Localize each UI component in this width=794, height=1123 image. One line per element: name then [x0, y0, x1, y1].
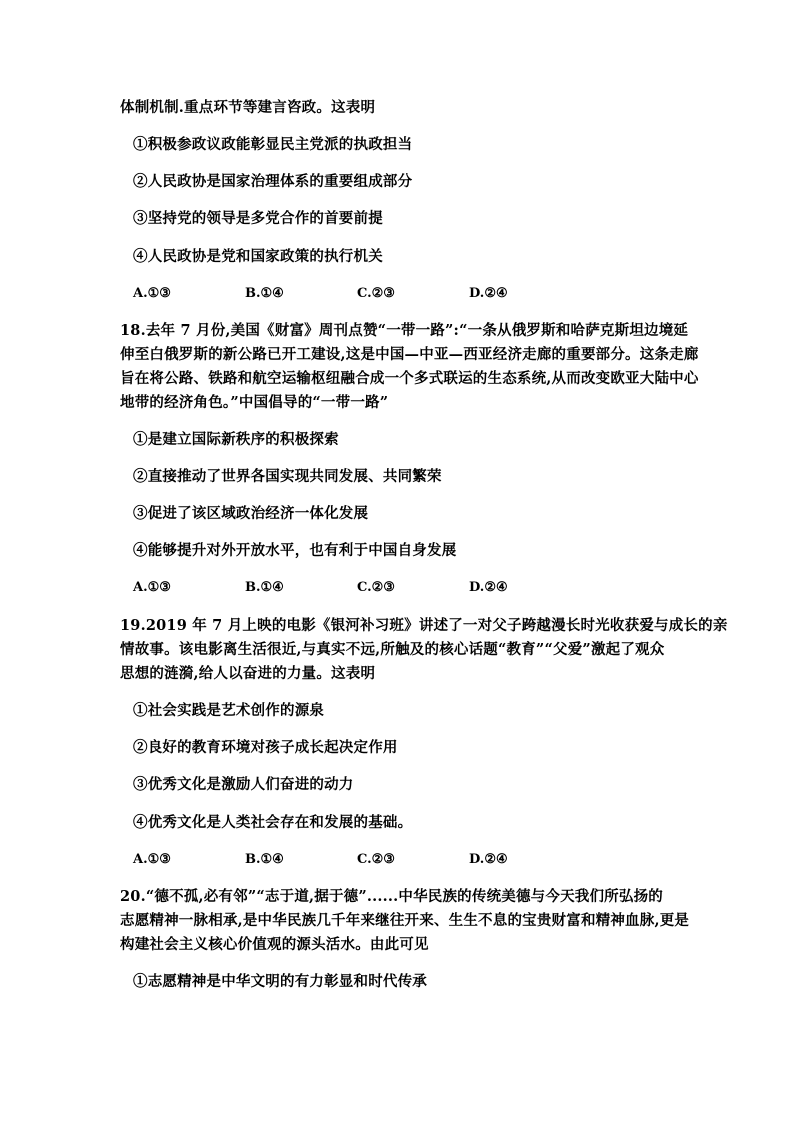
q19-option-1: ①社会实践是艺术创作的源泉 — [133, 702, 325, 719]
q19-option-3: ③优秀文化是激励人们奋进的动力 — [133, 776, 354, 793]
q18-option-1: ①是建立国际新秩序的积极探索 — [133, 431, 339, 448]
q17-option-4: ④人民政协是党和国家政策的执行机关 — [133, 248, 383, 265]
q18-choice-c: C.②③ — [357, 580, 395, 595]
q17-choice-c: C.②③ — [357, 286, 395, 301]
q18-stem-line-2: 伸至白俄罗斯的新公路已开工建设,这是中国—中亚—西亚经济走廊的重要部分。这条走廊 — [120, 346, 699, 363]
q17-option-2: ②人民政协是国家治理体系的重要组成部分 — [133, 173, 413, 190]
q18-choice-a: A.①③ — [133, 580, 171, 595]
q18-stem-line-1: 18.去年 7 月份,美国《财富》周刊点赞“一带一路”:“一条从俄罗斯和哈萨克斯坦边境延 — [120, 322, 689, 339]
q18-option-3: ③促进了该区域政治经济一体化发展 — [133, 505, 369, 522]
q19-stem-line-1: 19.2019 年 7 月上映的电影《银河补习班》讲述了一对父子跨越漫长时光收获爱与成长的亲 — [120, 617, 728, 634]
q19-choice-b: B.①④ — [245, 852, 284, 867]
q17-choice-b: B.①④ — [245, 286, 284, 301]
q18-option-4: ④能够提升对外开放水平，也有利于中国自身发展 — [133, 542, 457, 559]
q19-option-2: ②良好的教育环境对孩子成长起决定作用 — [133, 739, 398, 756]
q18-choice-d: D.②④ — [469, 580, 508, 595]
q17-choice-d: D.②④ — [469, 286, 508, 301]
q20-option-1: ①志愿精神是中华文明的有力彰显和时代传承 — [133, 973, 427, 990]
q19-choice-a: A.①③ — [133, 852, 171, 867]
q17-stem-line: 体制机制.重点环节等建言咨政。这表明 — [120, 99, 376, 116]
q17-option-3: ③坚持党的领导是多党合作的首要前提 — [133, 210, 383, 227]
q19-stem-line-3: 思想的涟漪,给人以奋进的力量。这表明 — [120, 665, 376, 682]
q18-option-2: ②直接推动了世界各国实现共同发展、共同繁荣 — [133, 468, 442, 485]
q17-option-1: ①积极参政议政能彰显民主党派的执政担当 — [133, 136, 413, 153]
q19-choice-c: C.②③ — [357, 852, 395, 867]
q19-option-4: ④优秀文化是人类社会存在和发展的基础。 — [133, 814, 413, 831]
q18-choice-b: B.①④ — [245, 580, 284, 595]
q18-stem-line-3: 旨在将公路、铁路和航空运输枢纽融合成一个多式联运的生态系统,从而改变欧亚大陆中心 — [120, 370, 699, 387]
q19-stem-line-2: 情故事。该电影离生活很近,与真实不远,所触及的核心话题“教育”“父爱”激起了观众 — [120, 641, 665, 658]
q20-stem-line-1: 20.“德不孤,必有邻”“志于道,据于德”......中华民族的传统美德与今天我们所弘扬的 — [120, 888, 663, 905]
q20-stem-line-3: 构建社会主义核心价值观的源头活水。由此可见 — [120, 936, 429, 953]
q18-stem-line-4: 地带的经济角色。”中国倡导的“一带一路” — [120, 394, 389, 411]
q19-choice-d: D.②④ — [469, 852, 508, 867]
q20-stem-line-2: 志愿精神一脉相承,是中华民族几千年来继往开来、生生不息的宝贵财富和精神血脉,更是 — [120, 912, 690, 929]
q17-choice-a: A.①③ — [133, 286, 171, 301]
